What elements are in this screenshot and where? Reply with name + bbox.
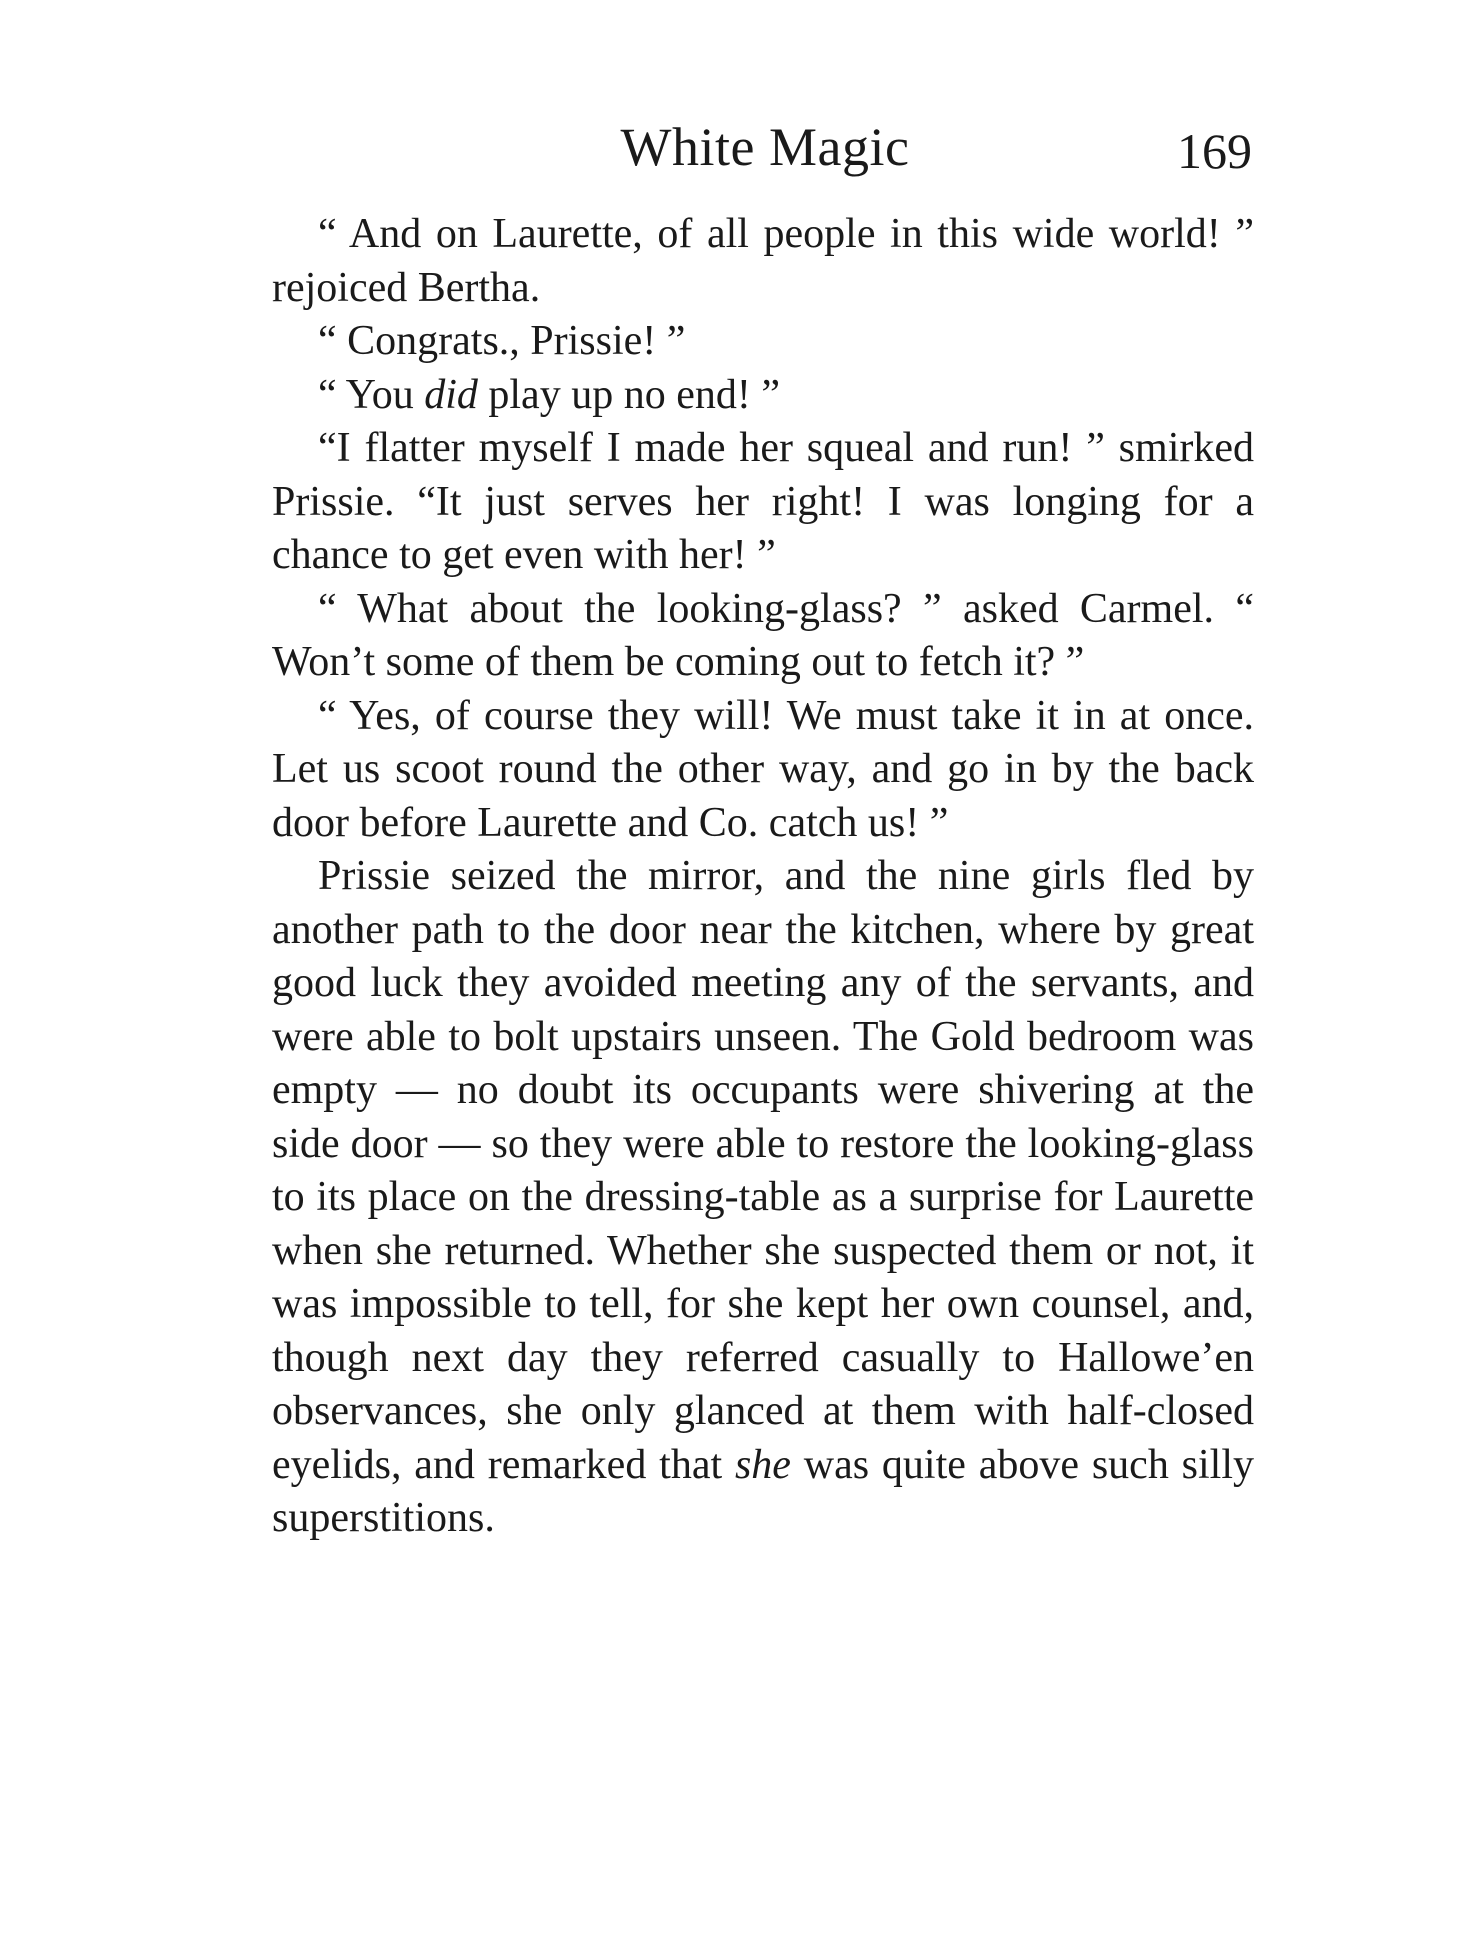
body-text — [272, 208, 1254, 1546]
emphasis-text: did — [424, 371, 478, 418]
paragraph-text: play up no end! ” — [477, 371, 780, 418]
paragraph — [272, 422, 1254, 583]
running-title: White Magic — [620, 117, 910, 177]
paragraph-text: “ Congrats., Prissie! ” — [318, 318, 686, 364]
paragraph — [272, 583, 1254, 690]
paragraph-text: “I flatter myself I made her squeal and run! ” smirked Prissie. “It just serves her right! I was longing for a chance to get even with her! ” — [272, 425, 1254, 578]
running-head — [270, 112, 1260, 182]
paragraph — [272, 369, 1254, 423]
paragraph — [272, 850, 1254, 1546]
paragraph — [272, 208, 1254, 315]
page-number: 169 — [1177, 123, 1252, 179]
paragraph — [272, 315, 1254, 369]
paragraph-text: “ What about the looking-glass? ” asked Carmel. “ Won’t some of them be coming out to fetch it? ” — [272, 585, 1254, 685]
paragraph-text: was quite above such silly superstitions. — [272, 1441, 1254, 1541]
emphasis-text: she — [734, 1441, 791, 1488]
paragraph — [272, 690, 1254, 851]
paragraph-text: “ You — [318, 371, 425, 418]
paragraph-text: “ And on Laurette, of all people in this wide world! ” rejoiced Bertha. — [272, 211, 1254, 311]
paragraph-text: Prissie seized the mirror, and the nine girls fled by another path to the door near the kitchen, where by great good luck they avoided meeting any of the servants, and were able to bolt upstairs unseen. The Gold bedroom was empty — no doubt its occupants were shivering at the side door — so they were able to restore the looking-glass to its place on the dressing-table as a surprise for Laurette when she returned. Whether she suspected them or not, it was impossible to tell, for she kept her own counsel, and, though next day they referred casually to Hallowe’en observances, she only glanced at them with half-closed eyelids, and remarked that — [272, 853, 1254, 1488]
paragraph-text: “ Yes, of course they will! We must take it in at once. Let us scoot round the other way, and go in by the back door before Laurette and Co. catch us! ” — [272, 692, 1254, 846]
